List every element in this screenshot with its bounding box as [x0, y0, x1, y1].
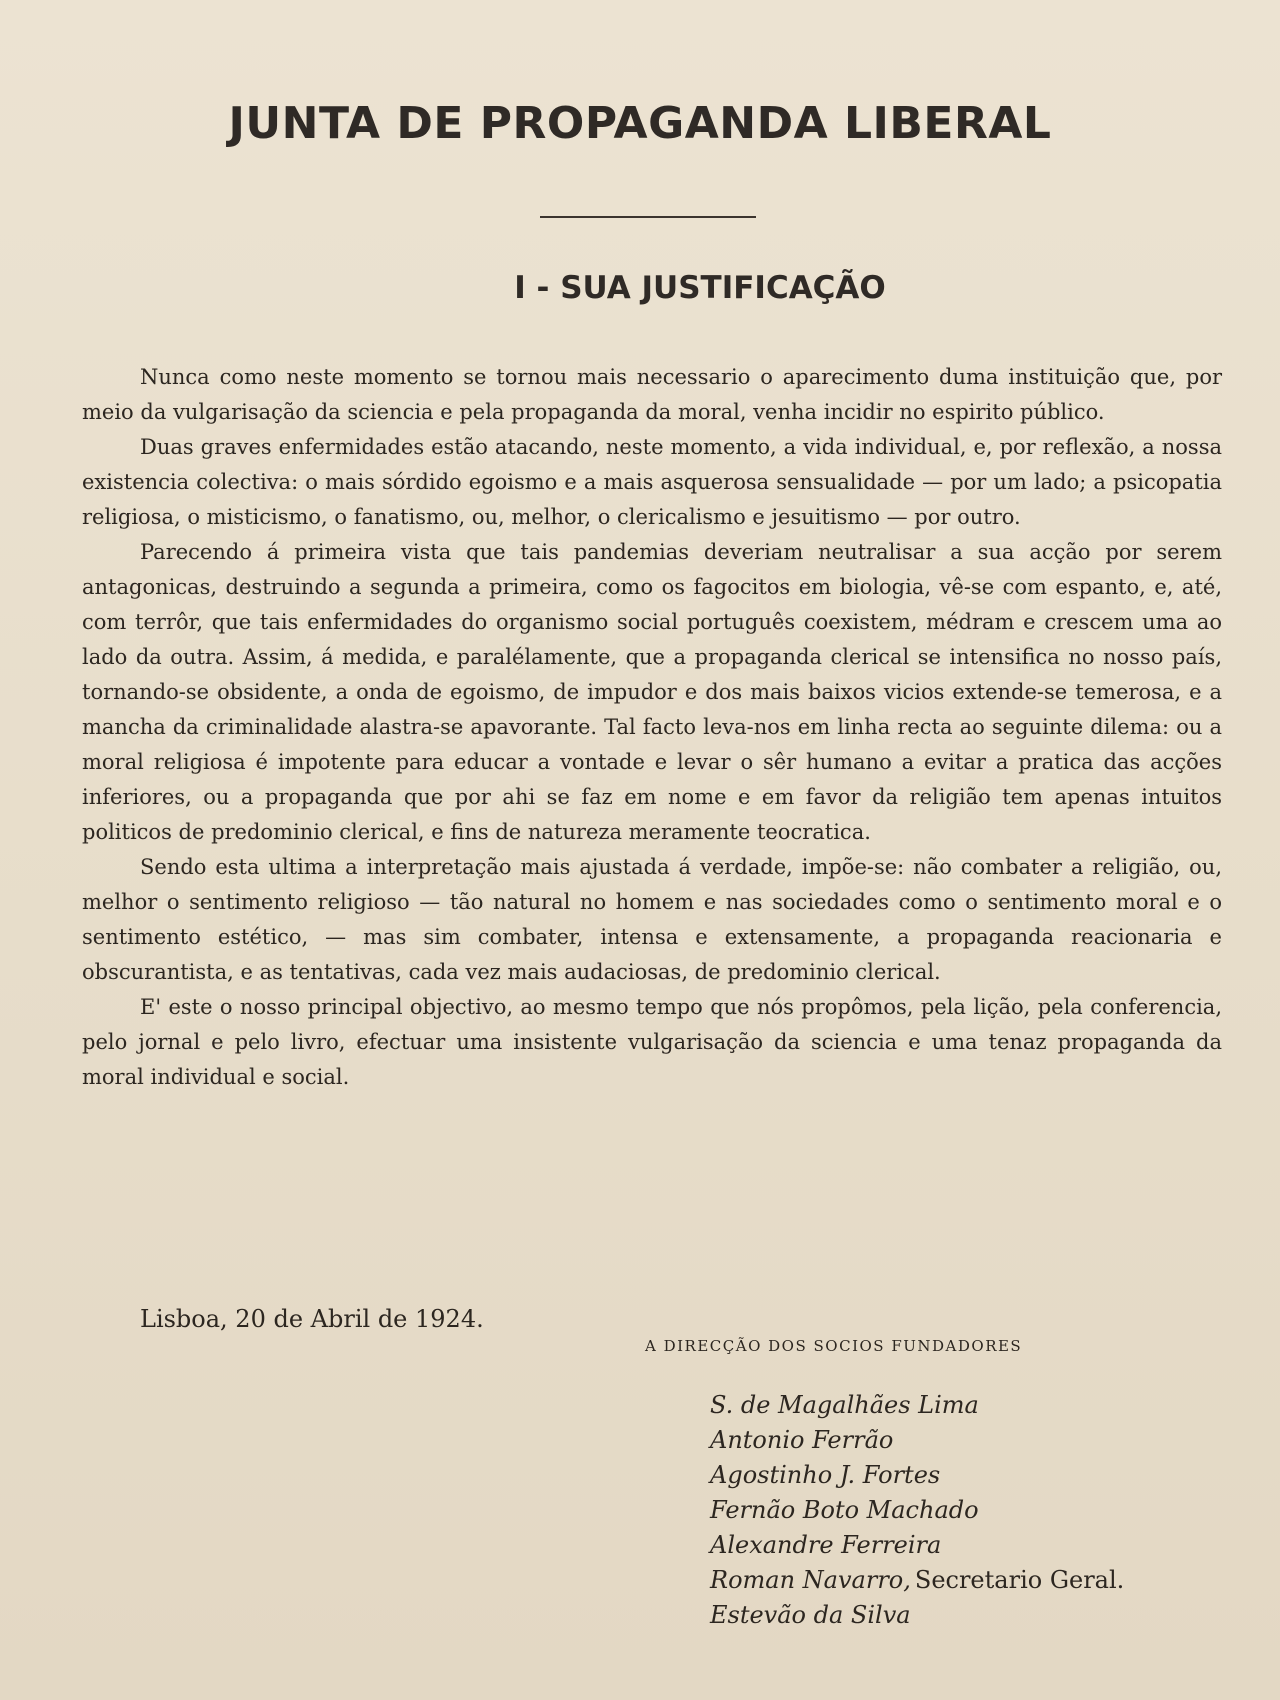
signatory-name: Roman Navarro,	[710, 1566, 911, 1594]
body-text	[82, 360, 1222, 1095]
paragraph: E' este o nosso principal objectivo, ao mesmo tempo que nós propômos, pela lição, pela conferencia, pelo jornal e pelo livro, efectuar uma insistente vulgarisação da sciencia e uma tenaz propaganda da moral individual e social.	[82, 995, 1222, 1089]
signatory	[710, 1458, 1124, 1493]
paragraph: Sendo esta ultima a interpretação mais ajustada á verdade, impõe-se: não combater a religião, ou, melhor o sentimento religioso — tão natural no homem e nas sociedades como o sentimento moral e o sentimento estético, — mas sim combater, intensa e extensamente, a propaganda reacionaria e obscurantista, e as tentativas, cada vez mais audaciosas, de predominio clerical.	[82, 855, 1222, 984]
signatory-name: Alexandre Ferreira	[710, 1531, 942, 1559]
document-title: JUNTA DE PROPAGANDA LIBERAL	[228, 98, 1052, 149]
direction-heading: A DIRECÇÃO DOS SOCIOS FUNDADORES	[645, 1337, 1023, 1355]
paragraph: Nunca como neste momento se tornou mais necessario o aparecimento duma instituição que, por meio da vulgarisação da sciencia e pela propaganda da moral, venha incidir no espirito público.	[82, 365, 1222, 424]
paragraph: Duas graves enfermidades estão atacando, neste momento, a vida individual, e, por reflexão, a nossa existencia colectiva: o mais sórdido egoismo e a mais asquerosa sensualidade — por um lado; a psicopatia religiosa, o misticismo, o fanatismo, ou, melhor, o clericalismo e jesuitismo — por outro.	[82, 435, 1222, 529]
signatory-list	[710, 1388, 1124, 1633]
title-divider	[540, 216, 756, 218]
signatory	[710, 1493, 1124, 1528]
signatory	[710, 1388, 1124, 1423]
paragraph: Parecendo á primeira vista que tais pandemias deveriam neutralisar a sua acção por serem antagonicas, destruindo a segunda a primeira, como os fagocitos em biologia, vê-se com espanto, e, até, com terrôr, que tais enfermidades do organismo social português coexistem, médram e crescem uma ao lado da outra. Assim, á medida, e paralélamente, que a propaganda clerical se intensifica no nosso país, tornando-se obsidente, a onda de egoismo, de impudor e dos mais baixos vicios extende-se temerosa, e a mancha da criminalidade alastra-se apavorante. Tal facto leva-nos em linha recta ao seguinte dilema: ou a moral religiosa é impotente para educar a vontade e levar o sêr humano a evitar a pratica das acções inferiores, ou a propaganda que por ahi se faz em nome e em favor da religião tem apenas intuitos politicos de predominio clerical, e fins de natureza meramente teocratica.	[82, 540, 1222, 844]
signatory	[710, 1528, 1124, 1563]
signatory	[710, 1423, 1124, 1458]
signatory-name: Agostinho J. Fortes	[710, 1461, 941, 1489]
signatory	[710, 1598, 1124, 1633]
signatory-name: S. de Magalhães Lima	[710, 1391, 979, 1419]
signatory-role: Secretario Geral.	[914, 1566, 1125, 1594]
section-heading: I - SUA JUSTIFICAÇÃO	[514, 270, 886, 306]
signatory-name: Fernão Boto Machado	[710, 1496, 979, 1524]
signatory	[710, 1563, 1124, 1598]
dateline: Lisboa, 20 de Abril de 1924.	[140, 1305, 484, 1333]
signatory-name: Estevão da Silva	[710, 1601, 911, 1629]
signatory-name: Antonio Ferrão	[710, 1426, 894, 1454]
